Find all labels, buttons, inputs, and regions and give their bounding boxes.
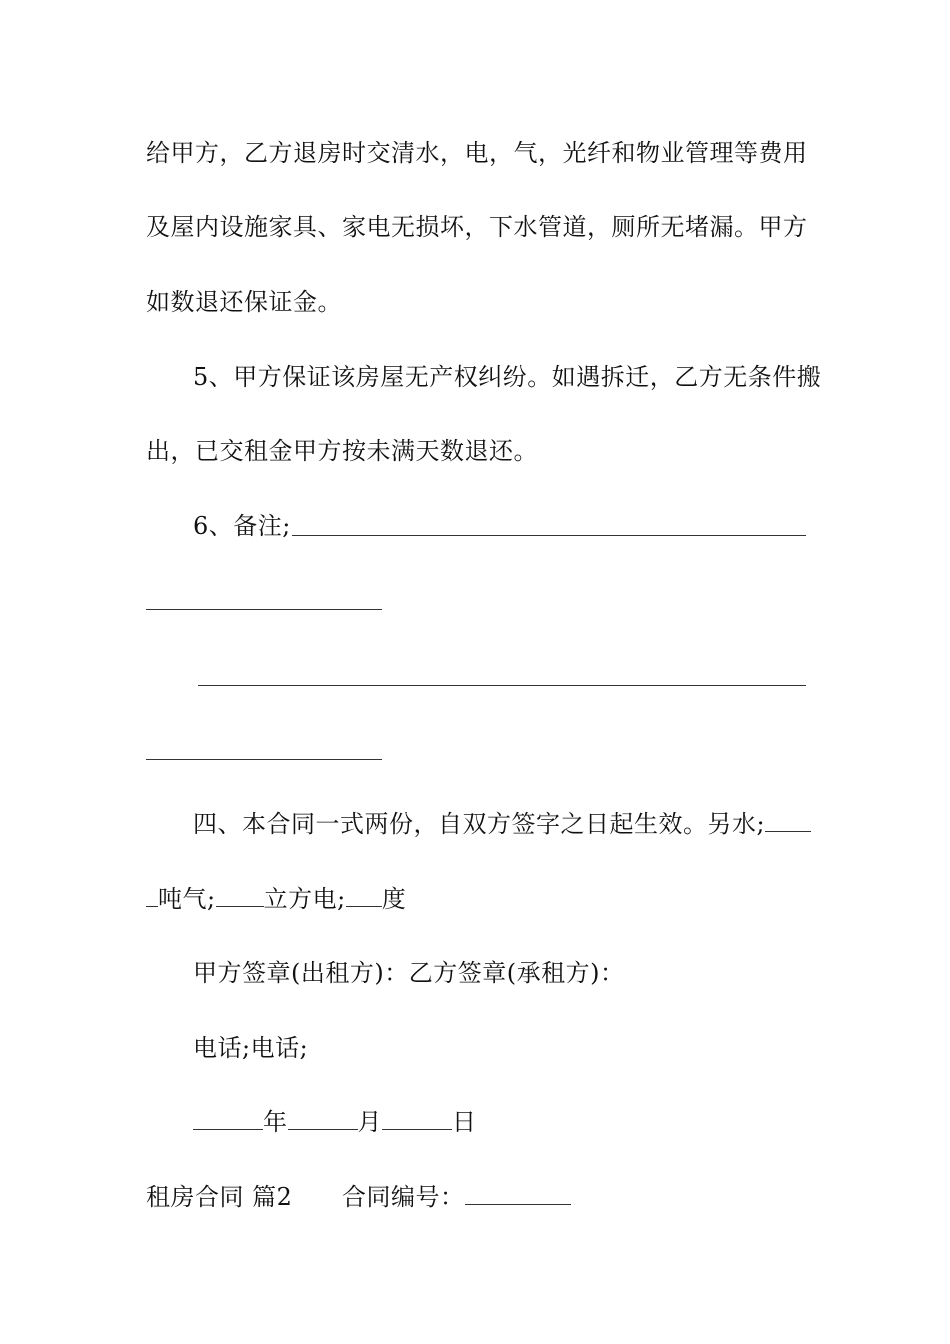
paragraph-refund-line-2: 及屋内设施家具、家电无损坏，下水管道，厕所无堵漏。甲方 xyxy=(146,213,808,241)
paragraph-refund-line-3: 如数退还保证金。 xyxy=(146,288,342,316)
gas-blank xyxy=(216,884,264,907)
clause-5-line-2: 出，已交租金甲方按未满天数退还。 xyxy=(146,437,538,465)
electricity-blank xyxy=(346,884,382,907)
clause-4-line-1 xyxy=(193,809,811,839)
year-label: 年 xyxy=(263,1108,288,1136)
remarks-blank-line-4 xyxy=(146,759,382,760)
month-blank xyxy=(288,1107,358,1130)
month-label: 月 xyxy=(357,1108,382,1136)
gas-label: 吨气; xyxy=(158,885,216,913)
day-label: 日 xyxy=(452,1108,477,1136)
contract-number-blank xyxy=(465,1182,571,1205)
water-blank xyxy=(765,809,811,832)
clause-6-remarks-label: 6、备注; xyxy=(193,512,291,540)
unit-degree: 度 xyxy=(381,885,407,913)
clause-5-line-1: 5、甲方保证该房屋无产权纠纷。如遇拆迁，乙方无条件搬 xyxy=(193,363,822,391)
remarks-blank-line-1 xyxy=(292,535,806,536)
clause-4-text: 四、本合同一式两份，自双方签字之日起生效。另水; xyxy=(193,810,766,838)
remarks-blank-line-2 xyxy=(146,609,382,610)
electricity-label: 立方电; xyxy=(263,885,346,913)
date-line xyxy=(193,1107,477,1137)
water-blank-continued xyxy=(146,884,158,907)
day-blank xyxy=(382,1107,452,1130)
paragraph-refund-line-1: 给甲方，乙方退房时交清水，电，气，光纤和物业管理等费用 xyxy=(146,139,808,167)
contract-number-label: 合同编号： xyxy=(342,1183,465,1211)
clause-4-line-2 xyxy=(146,884,406,914)
remarks-blank-line-3 xyxy=(198,685,806,686)
year-blank xyxy=(193,1107,263,1130)
signature-parties: 甲方签章(出租方)：乙方签章(承租方)： xyxy=(193,959,625,987)
contract-number xyxy=(342,1182,571,1212)
contract-2-title: 租房合同 篇2 xyxy=(146,1183,293,1211)
phone-line: 电话;电话; xyxy=(193,1034,309,1062)
